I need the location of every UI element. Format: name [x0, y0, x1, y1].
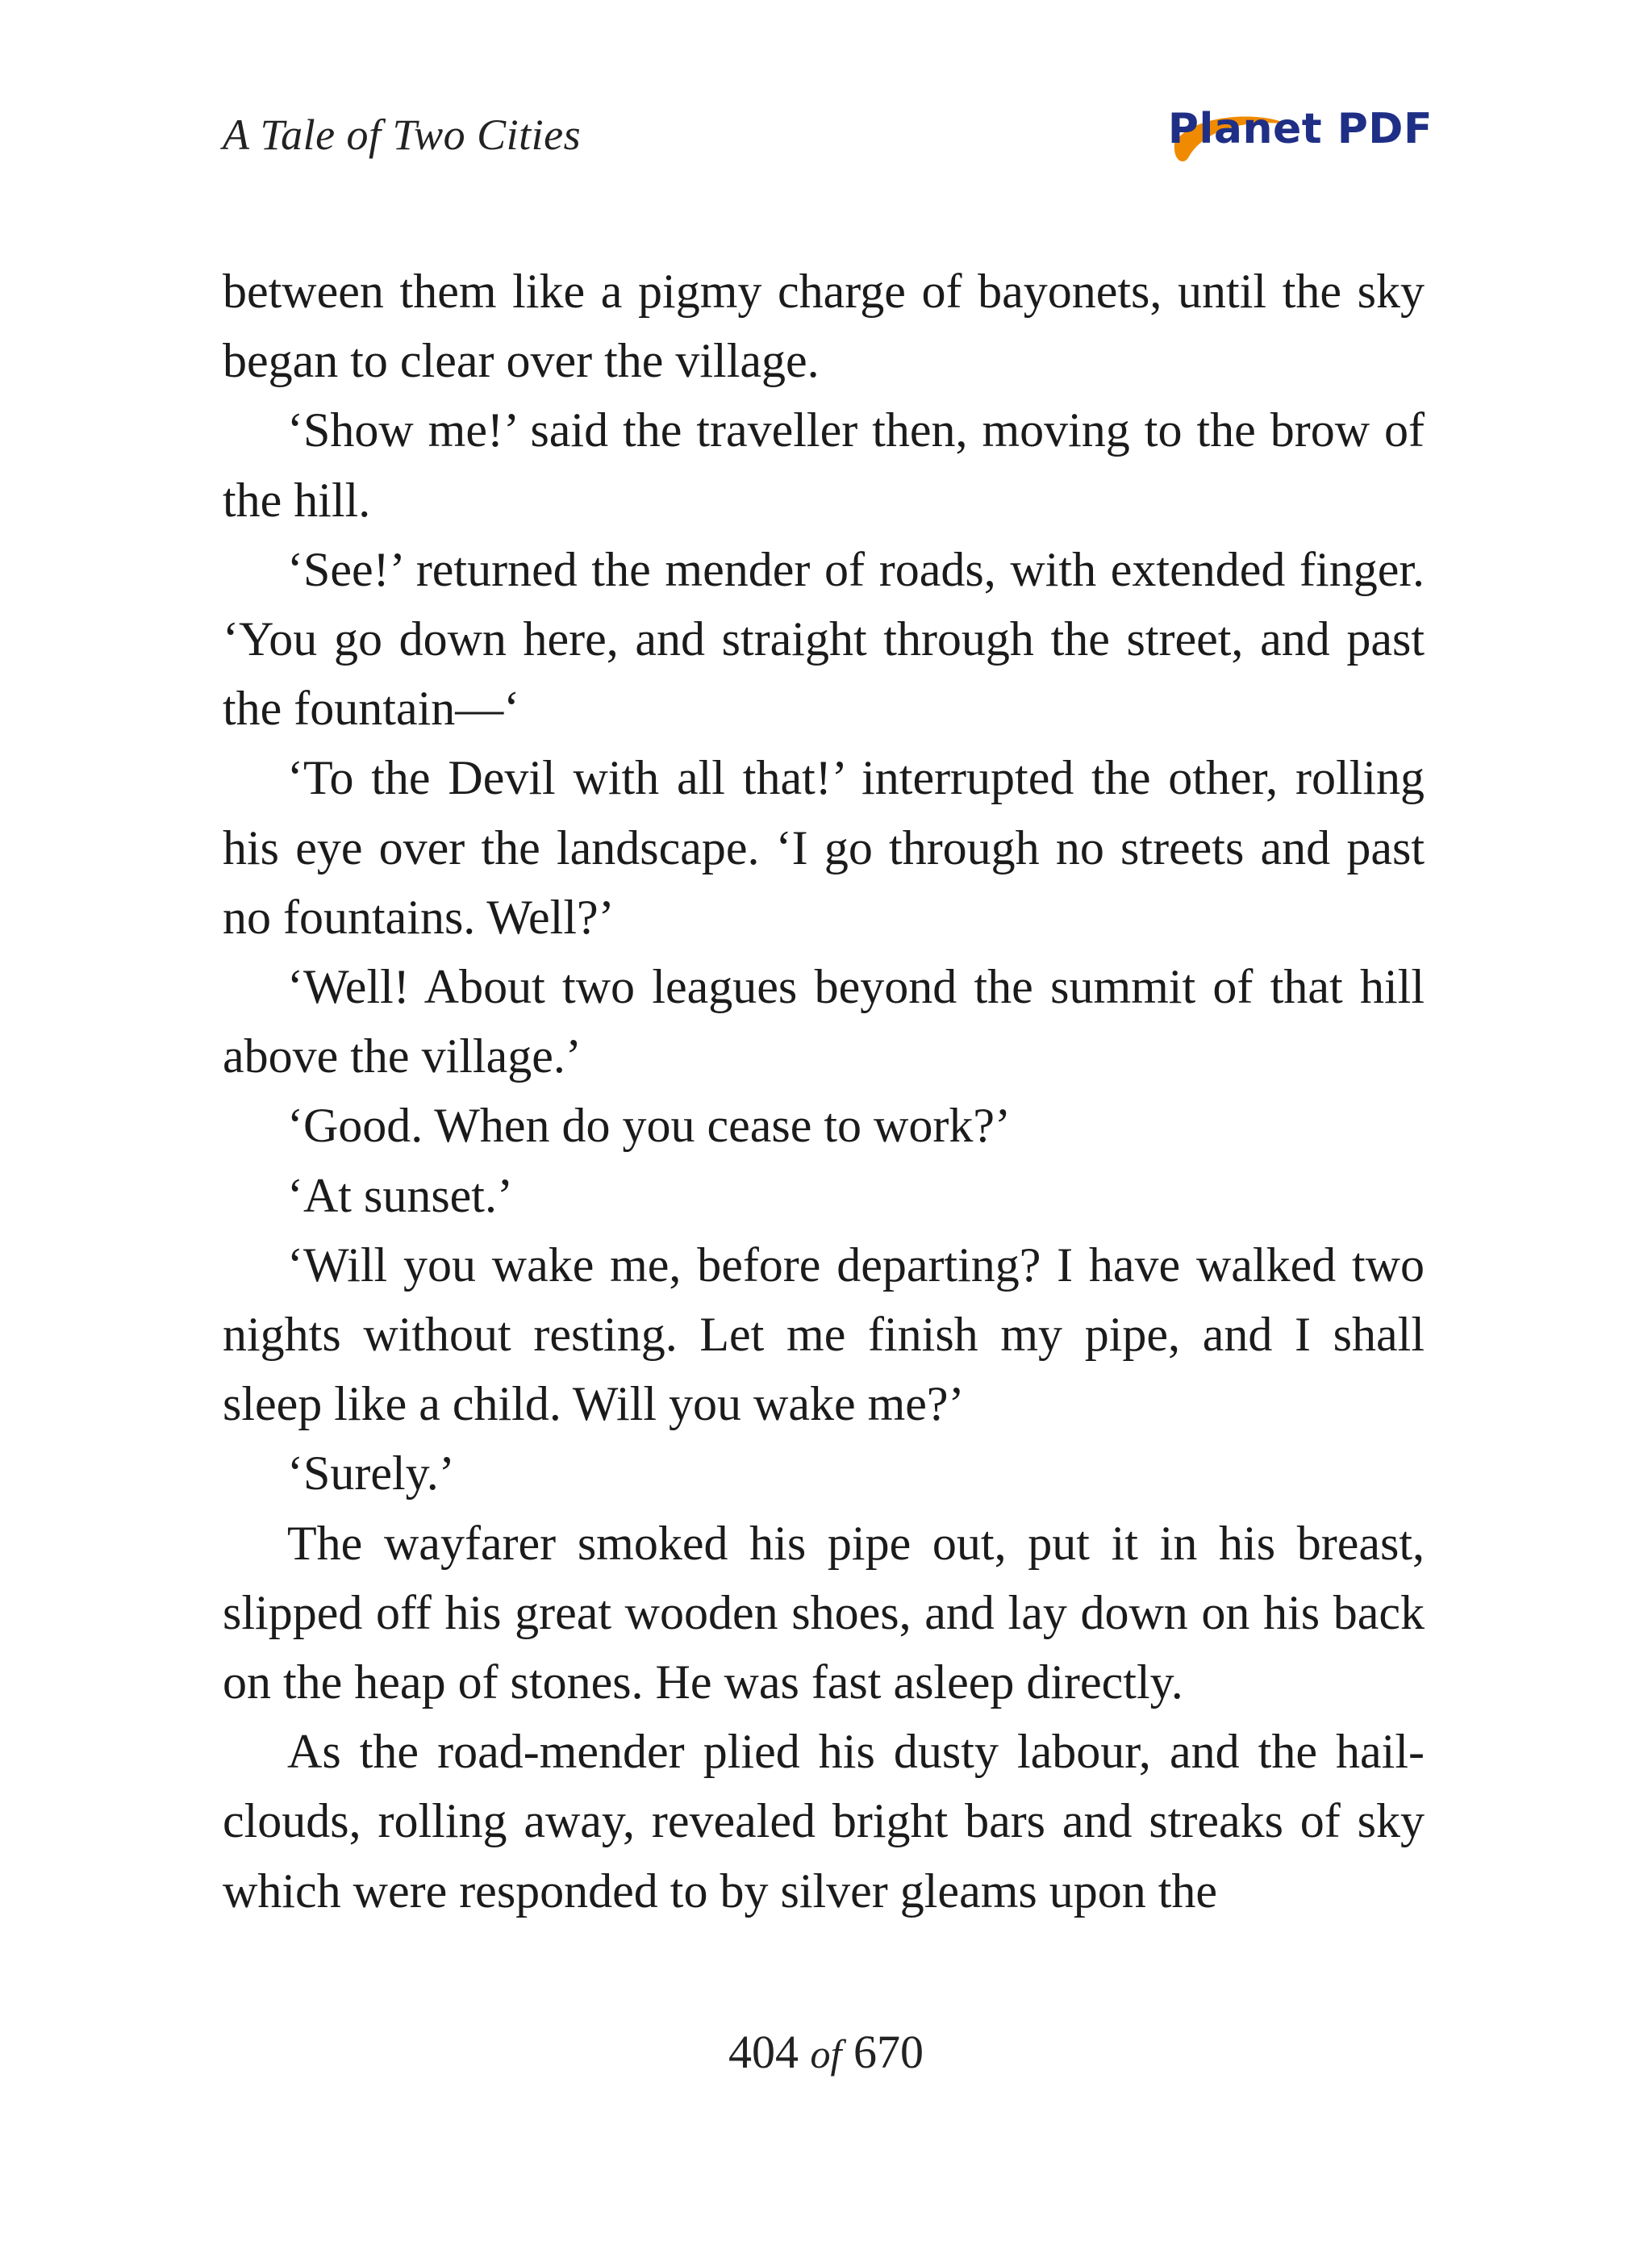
page-header [223, 97, 1433, 186]
paragraph: As the road-mender plied his dusty labour, and the hail-clouds, rolling away, revealed bright bars and streaks of sky which were responded to by silver gleams upon the [223, 1725, 1425, 1918]
paragraph: ‘Good. When do you cease to work?’ [287, 1099, 1011, 1153]
paragraph: between them like a pigmy charge of bayonets, until the sky began to clear over the village. [223, 265, 1425, 388]
paragraph: ‘Surely.’ [287, 1446, 455, 1501]
running-title: A Tale of Two Cities [223, 111, 582, 159]
page-number [0, 2025, 1652, 2079]
page-of-word: of [810, 2031, 842, 2077]
paragraph: ‘Well! About two leagues beyond the summit of that hill above the village.’ [223, 960, 1425, 1083]
publisher-logo-text: Planet PDF [1167, 105, 1433, 153]
paragraph: The wayfarer smoked his pipe out, put it in his breast, slipped off his great wooden shoes, and lay down on his back on the heap of stones. He was fast asleep directly. [223, 1516, 1425, 1709]
paragraph: ‘To the Devil with all that!’ interrupted the other, rolling his eye over the landscape. ‘I go through no streets and past no fountains. Well?’ [223, 751, 1425, 944]
publisher-logo [1166, 97, 1433, 169]
main-text [223, 257, 1425, 1926]
current-page: 404 [728, 2026, 799, 2078]
paragraph: ‘See!’ returned the mender of roads, with extended finger. ‘You go down here, and straight through the street, and past the fountain—‘ [223, 542, 1425, 736]
paragraph: ‘Will you wake me, before departing? I have walked two nights without resting. Let me finish my pipe, and I shall sleep like a child. Will you wake me?’ [223, 1238, 1425, 1431]
paragraph: ‘At sunset.’ [287, 1168, 513, 1222]
paragraph: ‘Show me!’ said the traveller then, moving to the brow of the hill. [223, 403, 1425, 527]
total-pages: 670 [853, 2026, 924, 2078]
